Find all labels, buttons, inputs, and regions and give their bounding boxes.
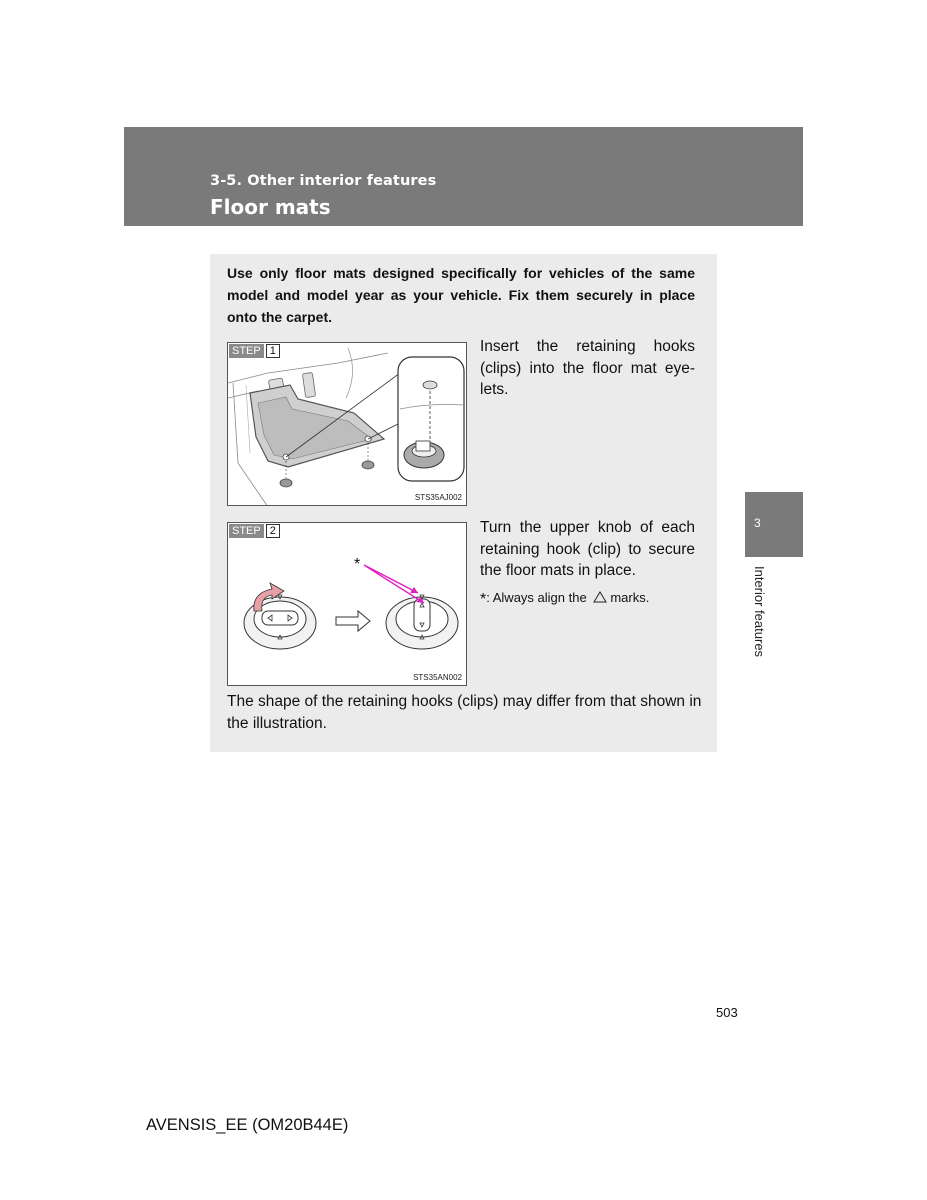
shape-note: The shape of the retaining hooks (clips) may differ from that shown in the illustration. [227, 693, 702, 732]
floor-mat-illustration [228, 343, 467, 506]
triangle-mark-icon [593, 591, 607, 603]
page-number: 503 [716, 1005, 738, 1020]
chapter-tab-label: Interior features [752, 566, 767, 658]
intro-warning: Use only floor mats designed specifically for vehicles of the same model and model year as your vehicle. Fix them securely in place onto the carpet. [227, 265, 695, 325]
manual-code: AVENSIS_EE (OM20B44E) [146, 1116, 349, 1134]
step2-badge [229, 524, 280, 538]
step1-badge [229, 344, 280, 358]
step1-instruction: Insert the retaining hooks (clips) into the floor mat eye-lets. [480, 338, 695, 398]
step2-badge-word: STEP [229, 524, 264, 538]
note-star: * [480, 591, 487, 608]
step1-figure-code: STS35AJ002 [414, 493, 462, 502]
chapter-tab [745, 492, 803, 557]
alignment-note [480, 590, 700, 609]
note-text-after: marks. [610, 590, 650, 605]
step2-badge-number: 2 [266, 524, 280, 538]
retaining-hook-illustration [228, 523, 467, 686]
step1-badge-word: STEP [229, 344, 264, 358]
step2-instruction: Turn the upper knob of each retaining hook (clip) to secure the floor mats in place. [480, 519, 695, 579]
step2-figure [227, 522, 467, 686]
section-header [124, 127, 803, 226]
section-label: 3-5. Other interior features [210, 173, 437, 189]
content-box [210, 254, 717, 752]
step1-badge-number: 1 [266, 344, 280, 358]
note-text-before: : Always align the [486, 590, 587, 605]
step2-figure-code: STS35AN002 [413, 673, 462, 682]
chapter-tab-number: 3 [754, 516, 761, 530]
figure-star: * [354, 556, 361, 573]
step1-figure [227, 342, 467, 506]
page-title: Floor mats [210, 195, 331, 219]
